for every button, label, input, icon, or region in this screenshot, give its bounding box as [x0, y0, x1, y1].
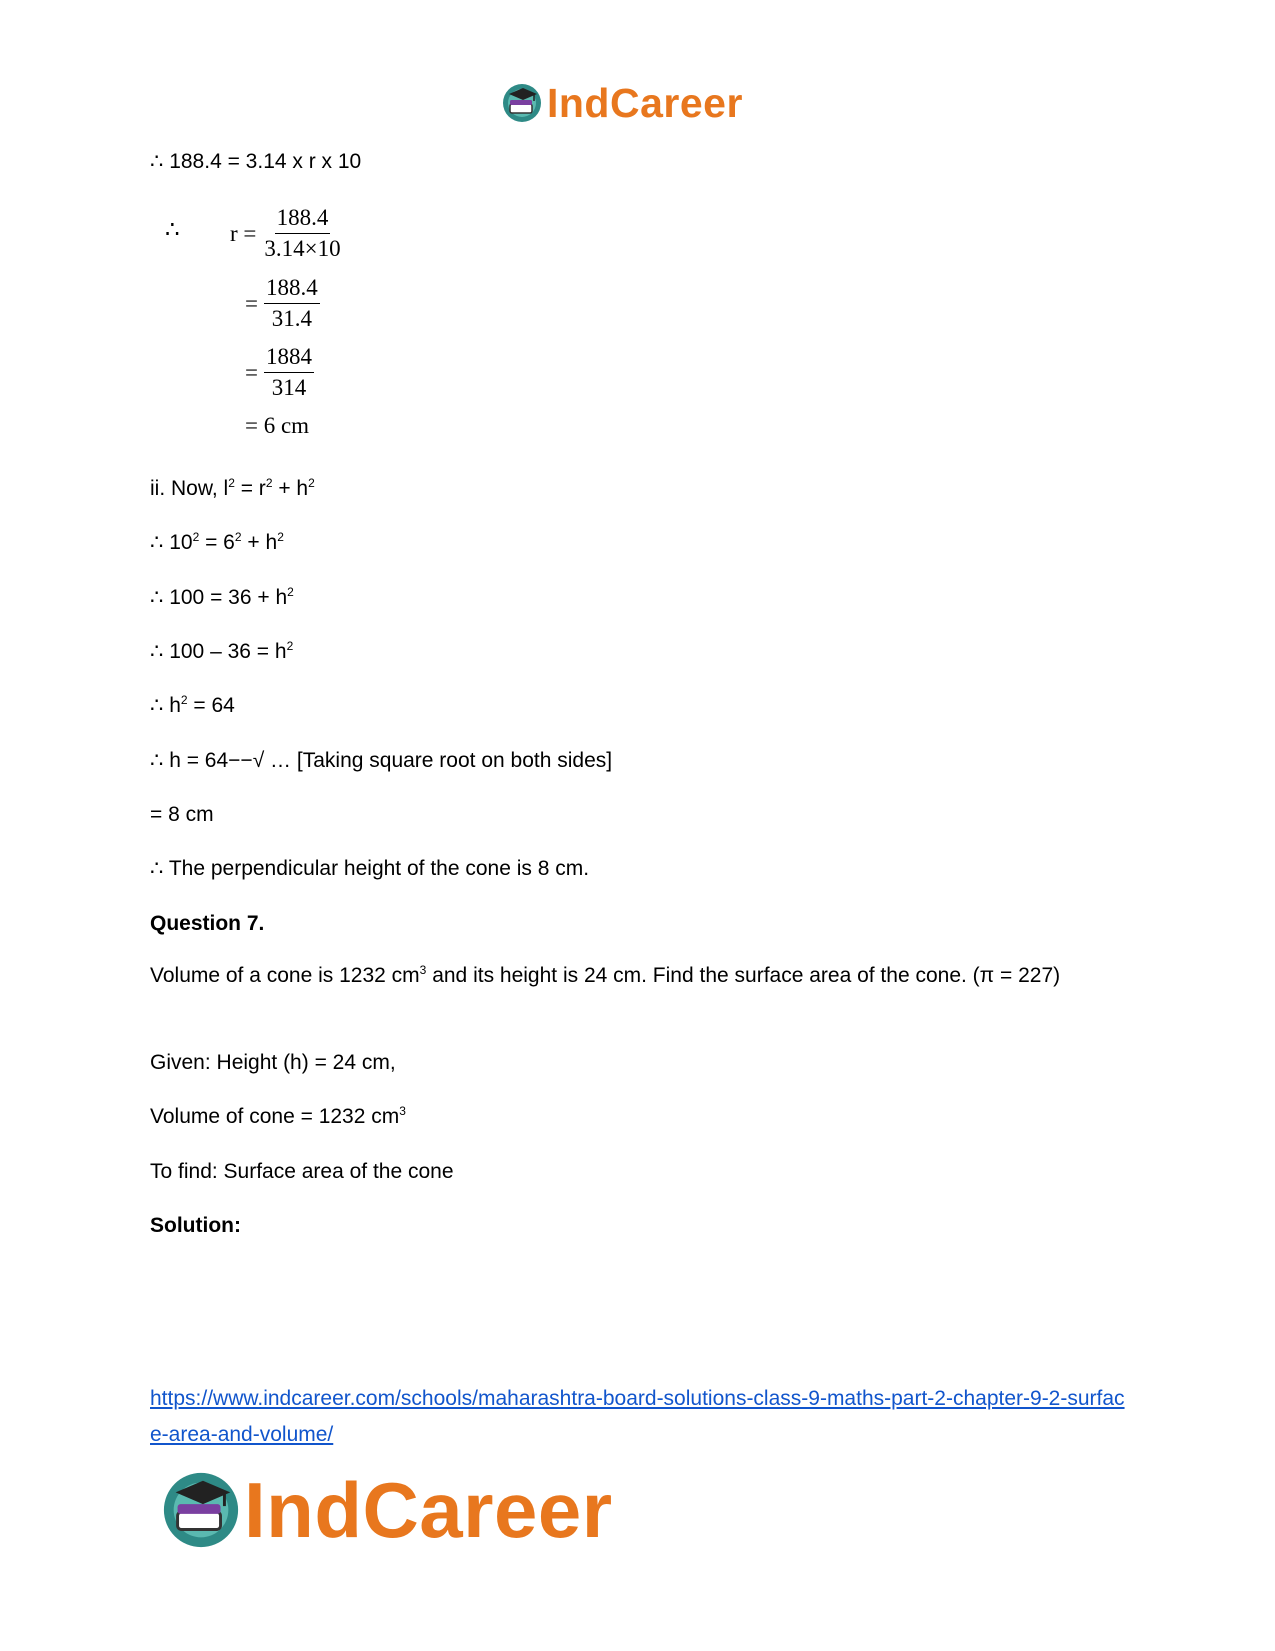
- fraction-step: = $\frac{188.4}{31.4}$: [245, 275, 318, 331]
- graduation-cap-book-icon: [160, 1469, 242, 1551]
- equation-line: ∴ $100 - 36 = h^2$: [150, 639, 294, 663]
- header-logo: [501, 78, 743, 128]
- question-heading: Question 7.: [150, 912, 265, 935]
- conclusion-text: ∴ The perpendicular height of the cone is 8 cm.: [150, 857, 590, 880]
- solution-heading: Solution:: [150, 1214, 241, 1237]
- given-volume-text: Volume of cone = 1232 $cm^3$: [150, 1104, 406, 1128]
- source-link[interactable]: https://www.indcareer.com/schools/maharashtra-board-solutions-class-9-maths-part-2-chapter-9-2-surface-area-and-volume/: [150, 1387, 1125, 1446]
- equation-line: ∴ 188.4 = 3.14 x r x 10: [150, 150, 362, 173]
- logo-text: IndCareer: [244, 1465, 613, 1554]
- therefore-symbol: ∴: [165, 217, 180, 242]
- fraction-step: = $\frac{1884}{314}$: [245, 344, 312, 400]
- fraction-step: r = $\frac{188.4}{3.14\times 10}$: [230, 205, 341, 261]
- to-find-text: To find: Surface area of the cone: [150, 1160, 454, 1183]
- graduation-cap-book-icon: [501, 82, 543, 124]
- result-step: = 6 cm: [245, 413, 310, 438]
- equation-line: = 8 cm: [150, 803, 214, 826]
- given-text: Given: Height (h) = 24 cm,: [150, 1051, 396, 1074]
- equation-line: ∴ $h^2 = 64$: [150, 693, 235, 717]
- footer-logo: [160, 1465, 613, 1555]
- equation-line: ∴ $100 = 36 + h^2$: [150, 585, 294, 609]
- equation-line: ii. Now, $l^2 = r^2 + h^2$: [150, 476, 315, 500]
- question-text: Volume of a cone is 1232 $cm^3$ and its height is 24 cm. Find the surface area of the cone. (π = 227): [150, 963, 1061, 987]
- logo-text: IndCareer: [547, 79, 743, 126]
- equation-line: ∴ $10^2 = 6^2 + h^2$: [150, 530, 284, 554]
- equation-line: ∴ h = 64−−√ … [Taking square root on both sides]: [150, 749, 613, 772]
